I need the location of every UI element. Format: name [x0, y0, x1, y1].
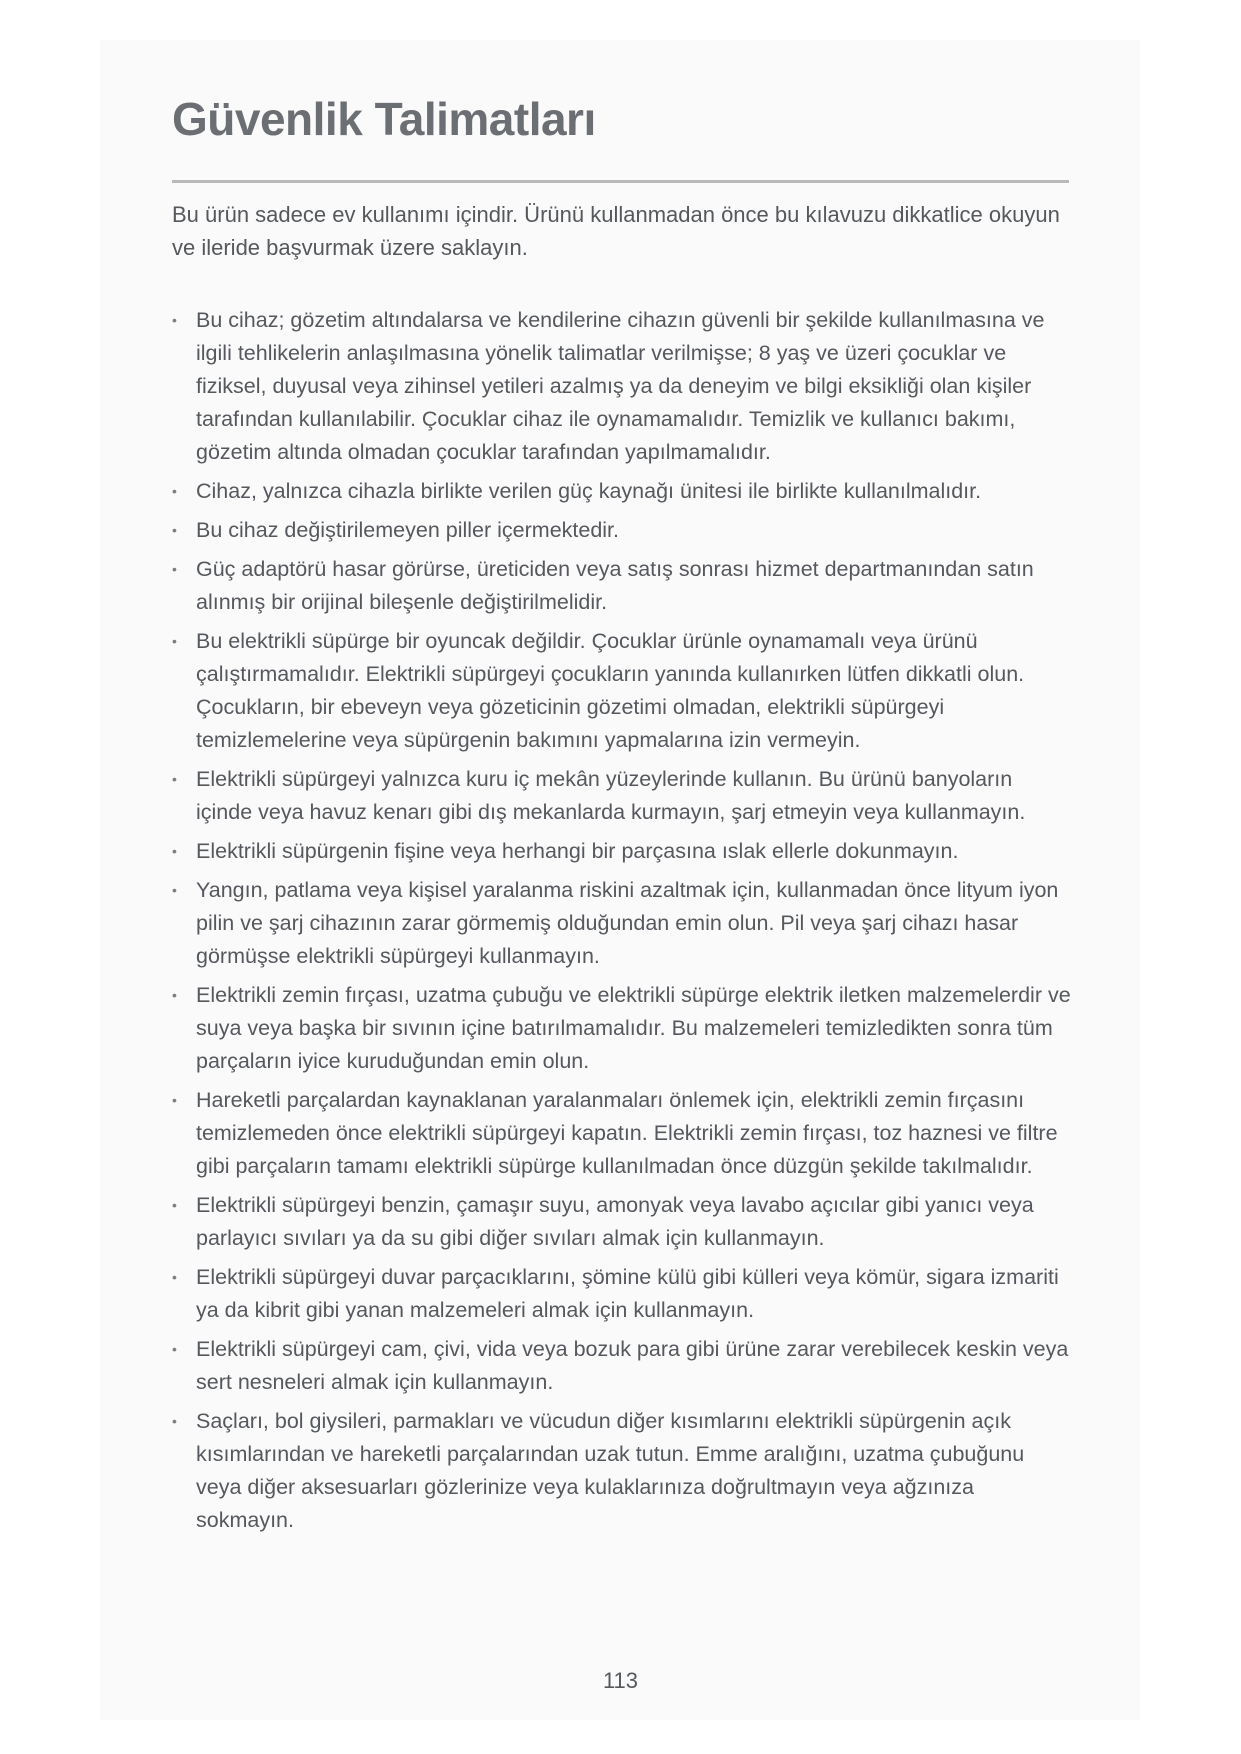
list-item	[172, 304, 1072, 469]
list-item	[172, 1189, 1072, 1255]
bullet-icon: •	[172, 1197, 177, 1213]
page-title: Güvenlik Talimatları	[172, 93, 596, 145]
list-item-text: Elektrikli süpürgeyi cam, çivi, vida veya bozuk para gibi ürüne zarar verebilecek keskin veya sert nesneleri almak için kullanmayın.	[196, 1337, 1069, 1394]
list-item-text: Bu cihaz değiştirilemeyen piller içermektedir.	[196, 518, 620, 542]
bullet-icon: •	[172, 1092, 177, 1108]
list-item	[172, 1405, 1072, 1537]
list-item-text: Saçları, bol giysileri, parmakları ve vücudun diğer kısımlarını elektrikli süpürgenin açık kısımlarından ve hareketli parçalarından uzak tutun. Emme aralığını, uzatma çubuğunu veya diğer aksesuarları gözlerinize veya kulaklarınıza doğrultmayın veya ağzınıza sokmayın.	[196, 1409, 1025, 1532]
intro-paragraph: Bu ürün sadece ev kullanımı içindir. Ürünü kullanmadan önce bu kılavuzu dikkatlice okuyun ve ileride başvurmak üzere saklayın.	[172, 202, 1060, 260]
list-item-text: Bu elektrikli süpürge bir oyuncak değildir. Çocuklar ürünle oynamamalı veya ürünü çalıştırmamalıdır. Elektrikli süpürgeyi çocukların yanında kullanırken lütfen dikkatli olun. Çocukların, bir ebeveyn veya gözeticinin gözetimi olmadan, elektrikli süpürgeyi temizlemelerine veya süpürgenin bakımını yapmalarına izin vermeyin.	[196, 629, 1025, 752]
bullet-icon: •	[172, 771, 177, 787]
bullet-icon: •	[172, 483, 177, 499]
list-item	[172, 874, 1072, 973]
safety-list	[172, 304, 1072, 1543]
list-item-text: Elektrikli süpürgeyi duvar parçacıklarını, şömine külü gibi külleri veya kömür, sigara izmariti ya da kibrit gibi yanan malzemeleri almak için kullanmayın.	[196, 1265, 1059, 1322]
bullet-icon: •	[172, 1269, 177, 1285]
list-item-text: Güç adaptörü hasar görürse, üreticiden veya satış sonrası hizmet departmanından satın alınmış bir orijinal bileşenle değiştirilmelidir.	[196, 557, 1034, 614]
bullet-icon: •	[172, 1341, 177, 1357]
bullet-icon: •	[172, 633, 177, 649]
bullet-icon: •	[172, 312, 177, 328]
title-divider	[172, 180, 1069, 183]
list-item	[172, 1261, 1072, 1327]
list-item	[172, 514, 1072, 547]
list-item	[172, 979, 1072, 1078]
page-number: 113	[602, 1668, 639, 1693]
bullet-icon: •	[172, 882, 177, 898]
list-item-text: Bu cihaz; gözetim altındalarsa ve kendilerine cihazın güvenli bir şekilde kullanılmasına ve ilgili tehlikelerin anlaşılmasına yönelik talimatlar verilmişse; 8 yaş ve üzeri çocuklar ve fiziksel, duyusal veya zihinsel yetileri azalmış ya da deneyim ve bilgi eksikliği olan kişiler tarafından kullanılabilir. Çocuklar cihaz ile oynamamalıdır. Temizlik ve kullanıcı bakımı, gözetim altında olmadan çocuklar tarafından yapılmamalıdır.	[196, 308, 1045, 464]
list-item-text: Elektrikli zemin fırçası, uzatma çubuğu ve elektrikli süpürge elektrik iletken malzemelerdir ve suya veya başka bir sıvının içine batırılmamalıdır. Bu malzemeleri temizledikten sonra tüm parçaların iyice kuruduğundan emin olun.	[196, 983, 1071, 1073]
bullet-icon: •	[172, 843, 177, 859]
list-item	[172, 553, 1072, 619]
list-item-text: Elektrikli süpürgeyi benzin, çamaşır suyu, amonyak veya lavabo açıcılar gibi yanıcı veya parlayıcı sıvıları ya da su gibi diğer sıvıları almak için kullanmayın.	[196, 1193, 1034, 1250]
list-item	[172, 763, 1072, 829]
list-item	[172, 1333, 1072, 1399]
list-item	[172, 475, 1072, 508]
list-item-text: Hareketli parçalardan kaynaklanan yaralanmaları önlemek için, elektrikli zemin fırçasını temizlemeden önce elektrikli süpürgeyi kapatın. Elektrikli zemin fırçası, toz haznesi ve filtre gibi parçaların tamamı elektrikli süpürge kullanılmadan önce düzgün şekilde takılmalıdır.	[196, 1088, 1058, 1178]
list-item-text: Elektrikli süpürgenin fişine veya herhangi bir parçasına ıslak ellerle dokunmayın.	[196, 839, 959, 863]
bullet-icon: •	[172, 561, 177, 577]
list-item-text: Cihaz, yalnızca cihazla birlikte verilen güç kaynağı ünitesi ile birlikte kullanılmalıdır.	[196, 479, 982, 503]
list-item-text: Yangın, patlama veya kişisel yaralanma riskini azaltmak için, kullanmadan önce lityum iyon pilin ve şarj cihazının zarar görmemiş olduğundan emin olun. Pil veya şarj cihazı hasar görmüşse elektrikli süpürgeyi kullanmayın.	[196, 878, 1059, 968]
bullet-icon: •	[172, 1413, 177, 1429]
list-item	[172, 625, 1072, 757]
list-item	[172, 835, 1072, 868]
list-item	[172, 1084, 1072, 1183]
list-item-text: Elektrikli süpürgeyi yalnızca kuru iç mekân yüzeylerinde kullanın. Bu ürünü banyoların içinde veya havuz kenarı gibi dış mekanlarda kurmayın, şarj etmeyin veya kullanmayın.	[196, 767, 1026, 824]
bullet-icon: •	[172, 987, 177, 1003]
bullet-icon: •	[172, 522, 177, 538]
